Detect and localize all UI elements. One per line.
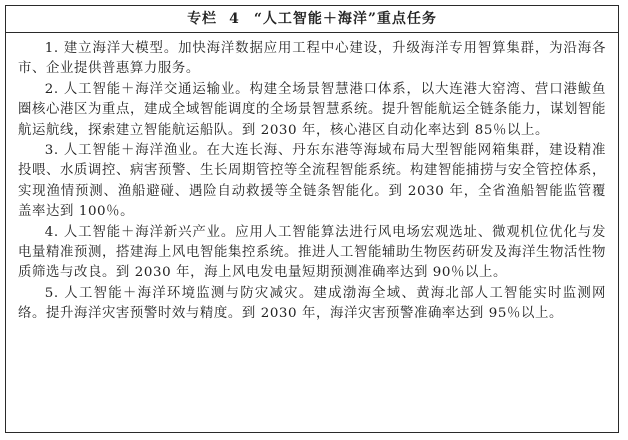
task-heading: 1. 建立海洋大模型。 [44,41,179,56]
task-text: 构建全场景智慧港口体系，以大连港大窑湾、营口港鲅鱼圈核心港区为重点，建成全域智能调度的全场景智慧系统。提升智能航运全链条能力，谋划智能航运航线，探索建立智能航运船队。到 2030 年，核心港区自动化率达到 85％以上。 [18,81,607,138]
task-text: 在大连长海、丹东东港等海域布局大型智能网箱集群，建设精准投喂、水质调控、病害预警、生长周期管控等全流程智能系统。构建智能捕捞与安全管控体系，实现渔情预测、渔船避碰、遇险自动救援等全链条智能化。到 2030 年，全省渔船智能监管覆盖率达到 100％。 [18,143,606,220]
task-text: 加快海洋数据应用工程中心建设，升级海洋专用智算集群，为沿海各市、企业提供普惠算力服务。 [18,41,606,77]
task-item [18,284,606,325]
box-header [6,6,618,33]
task-text: 应用人工智能算法进行风电场宏观选址、微观机位优化与发电量精准预测，搭建海上风电智能集控系统。推进人工智能辅助生物医药研发及海洋生物活性物质筛选与改良。到 2030 年，海上风电发电量短期预测准确率达到 90％以上。 [18,224,606,281]
task-text: 建成渤海全域、黄海北部人工智能实时监测网络。提升海洋灾害预警时效与精度。到 2030 年，海洋灾害预警准确率达到 95％以上。 [18,285,607,322]
task-item [18,223,606,284]
box-label: 专栏 [187,11,218,27]
task-heading: 3. 人工智能＋海洋渔业。 [44,143,207,159]
feature-box [5,5,619,433]
task-heading: 2. 人工智能＋海洋交通运输业。 [44,81,250,97]
task-heading: 5. 人工智能＋海洋环境监测与防灾减灾。 [44,285,314,301]
box-number: 4 [229,11,240,27]
box-body [6,33,618,325]
task-heading: 4. 人工智能＋海洋新兴产业。 [44,224,236,240]
box-title: “人工智能＋海洋”重点任务 [253,11,437,27]
task-item [18,141,606,223]
task-item [18,80,606,141]
task-item [18,39,606,80]
